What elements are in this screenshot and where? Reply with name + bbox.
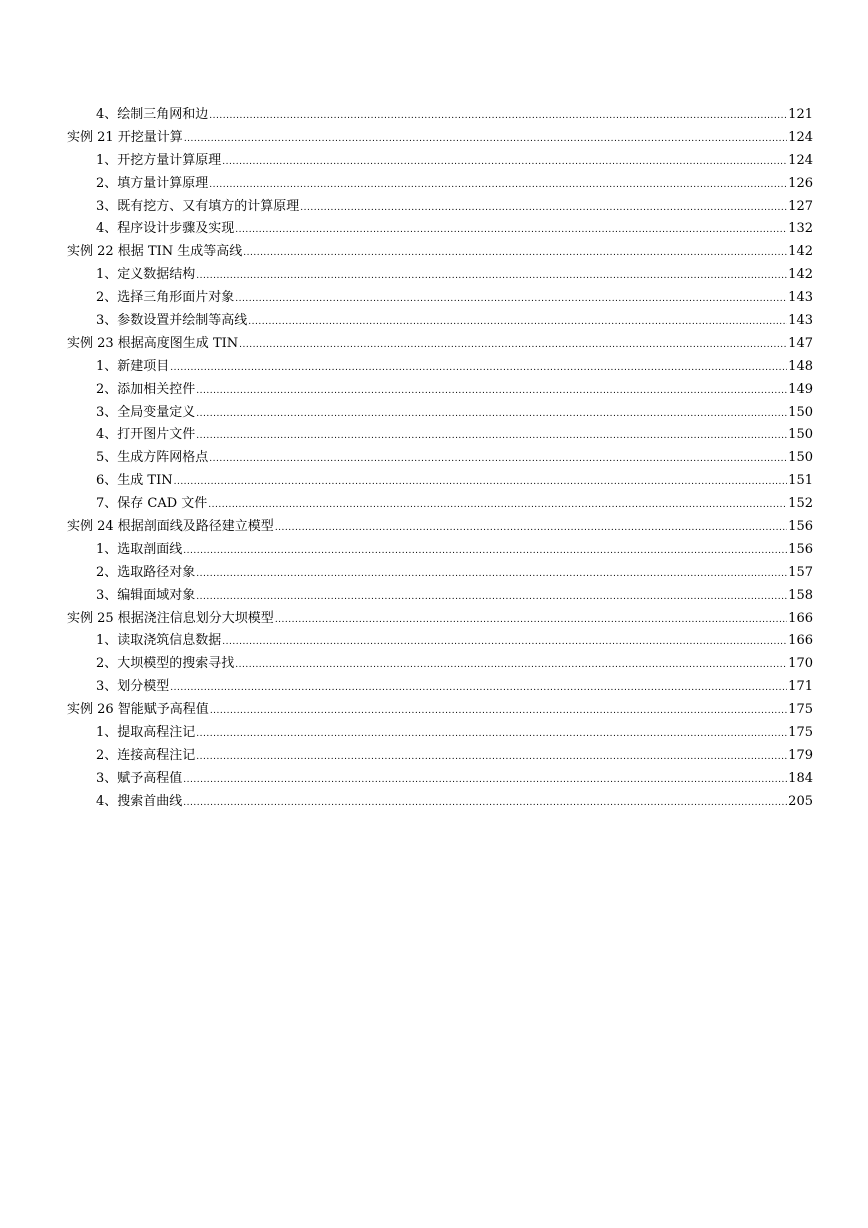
toc-entry-title: 实例 23 根据高度图生成 TIN [67,335,239,351]
toc-entry-page-number: 127 [788,198,813,214]
toc-dot-leader [235,219,787,242]
toc-section-entry[interactable] [67,356,813,379]
toc-entry-page-number: 179 [788,747,813,763]
toc-entry-title: 实例 24 根据剖面线及路径建立模型 [67,519,274,535]
toc-section-entry[interactable] [67,196,813,219]
toc-dot-leader [196,425,787,448]
toc-dot-leader [196,380,787,403]
toc-section-entry[interactable] [67,402,813,425]
toc-entry-title: 实例 21 开挖量计算 [67,129,183,145]
toc-entry-page-number: 152 [788,496,813,512]
toc-entry-page-number: 151 [788,473,813,489]
toc-dot-leader [196,723,787,746]
toc-dot-leader [235,288,787,311]
toc-section-entry[interactable] [67,630,813,653]
toc-entry-title: 4、搜索首曲线 [96,793,183,809]
toc-chapter-entry[interactable] [67,699,813,722]
toc-dot-leader [183,540,787,563]
toc-section-entry[interactable] [67,562,813,585]
toc-dot-leader [183,792,787,815]
toc-dot-leader [196,563,787,586]
toc-section-entry[interactable] [67,287,813,310]
toc-dot-leader [275,609,787,632]
toc-dot-leader [235,654,787,677]
toc-section-entry[interactable] [67,653,813,676]
toc-dot-leader [209,174,787,197]
toc-entry-title: 3、参数设置并绘制等高线 [96,313,248,329]
toc-section-entry[interactable] [67,493,813,516]
toc-section-entry[interactable] [67,264,813,287]
toc-dot-leader [170,677,787,700]
toc-dot-leader [275,517,787,540]
toc-entry-page-number: 156 [788,519,813,535]
toc-dot-leader [184,128,787,151]
toc-entry-title: 7、保存 CAD 文件 [96,496,208,512]
toc-dot-leader [196,265,787,288]
toc-section-entry[interactable] [67,150,813,173]
toc-entry-title: 4、绘制三角网和边 [96,107,209,122]
toc-dot-leader [210,700,787,723]
toc-entry-page-number: 148 [788,358,813,374]
toc-entry-title: 2、连接高程注记 [96,747,196,763]
toc-section-entry[interactable] [67,447,813,470]
toc-section-entry[interactable] [67,424,813,447]
toc-entry-title: 4、打开图片文件 [96,427,196,443]
toc-entry-title: 2、填方量计算原理 [96,175,209,191]
toc-section-entry[interactable] [67,379,813,402]
toc-chapter-entry[interactable] [67,127,813,150]
toc-section-entry[interactable] [67,768,813,791]
toc-section-entry[interactable] [67,791,813,814]
toc-entry-page-number: 121 [788,107,813,122]
toc-section-entry[interactable] [67,745,813,768]
toc-section-entry[interactable] [67,539,813,562]
toc-dot-leader [209,448,787,471]
toc-entry-page-number: 156 [788,541,813,557]
toc-dot-leader [183,769,787,792]
toc-entry-page-number: 158 [788,587,813,603]
toc-entry-page-number: 171 [788,679,813,695]
toc-entry-page-number: 149 [788,381,813,397]
toc-entry-page-number: 184 [788,770,813,786]
toc-chapter-entry[interactable] [67,608,813,631]
toc-entry-title: 1、新建项目 [96,358,170,374]
toc-section-entry[interactable] [67,310,813,333]
toc-dot-leader [174,471,788,494]
toc-entry-title: 3、划分模型 [96,679,170,695]
toc-entry-title: 6、生成 TIN [96,473,173,489]
toc-dot-leader [196,403,787,426]
toc-entry-page-number: 143 [788,290,813,306]
toc-entry-page-number: 175 [788,702,813,718]
toc-section-entry[interactable] [67,722,813,745]
toc-entry-title: 实例 26 智能赋予高程值 [67,702,209,718]
toc-entry-page-number: 166 [788,610,813,626]
toc-dot-leader [248,311,787,334]
toc-entry-title: 1、提取高程注记 [96,725,196,741]
toc-entry-title: 实例 25 根据浇注信息划分大坝模型 [67,610,274,626]
toc-entry-title: 1、选取剖面线 [96,541,183,557]
toc-entry-page-number: 126 [788,175,813,191]
toc-entry-page-number: 150 [788,450,813,466]
toc-section-entry[interactable] [67,173,813,196]
toc-entry-page-number: 170 [788,656,813,672]
toc-dot-leader [222,151,787,174]
toc-entry-page-number: 142 [788,244,813,260]
toc-entry-page-number: 157 [788,564,813,580]
toc-section-entry[interactable] [67,470,813,493]
toc-entry-title: 3、既有挖方、又有填方的计算原理 [96,198,300,214]
toc-entry-title: 1、开挖方量计算原理 [96,152,222,168]
toc-chapter-entry[interactable] [67,516,813,539]
toc-entry-title: 4、程序设计步骤及实现 [96,221,235,237]
toc-entry-page-number: 132 [788,221,813,237]
table-of-contents [67,104,813,814]
toc-chapter-entry[interactable] [67,333,813,356]
toc-dot-leader [208,494,787,517]
toc-entry-page-number: 147 [788,335,813,351]
toc-dot-leader [300,197,787,220]
toc-section-entry[interactable] [67,585,813,608]
toc-entry-title: 3、编辑面域对象 [96,587,196,603]
toc-entry-title: 2、添加相关控件 [96,381,196,397]
toc-entry-title: 1、定义数据结构 [96,267,196,283]
toc-entry-title: 2、选择三角形面片对象 [96,290,235,306]
toc-entry-page-number: 124 [788,152,813,168]
toc-dot-leader [239,334,787,357]
toc-dot-leader [170,357,787,380]
toc-entry-page-number: 150 [788,404,813,420]
toc-entry-title: 实例 22 根据 TIN 生成等高线 [67,244,243,260]
toc-section-entry[interactable] [67,218,813,241]
toc-entry-page-number: 124 [788,129,813,145]
toc-entry-title: 5、生成方阵网格点 [96,450,209,466]
toc-entry-page-number: 142 [788,267,813,283]
toc-entry-title: 3、赋予高程值 [96,770,183,786]
toc-section-entry[interactable] [67,104,813,127]
toc-entry-page-number: 175 [788,725,813,741]
toc-entry-page-number: 166 [788,633,813,649]
toc-entry-page-number: 205 [788,793,813,809]
toc-entry-title: 3、全局变量定义 [96,404,196,420]
toc-dot-leader [196,746,787,769]
toc-dot-leader [209,105,787,128]
toc-dot-leader [196,586,787,609]
toc-section-entry[interactable] [67,676,813,699]
toc-entry-page-number: 143 [788,313,813,329]
toc-entry-title: 1、读取浇筑信息数据 [96,633,222,649]
toc-dot-leader [222,631,787,654]
toc-entry-page-number: 150 [788,427,813,443]
toc-chapter-entry[interactable] [67,241,813,264]
toc-dot-leader [243,242,787,265]
toc-entry-title: 2、大坝模型的搜索寻找 [96,656,235,672]
toc-entry-title: 2、选取路径对象 [96,564,196,580]
